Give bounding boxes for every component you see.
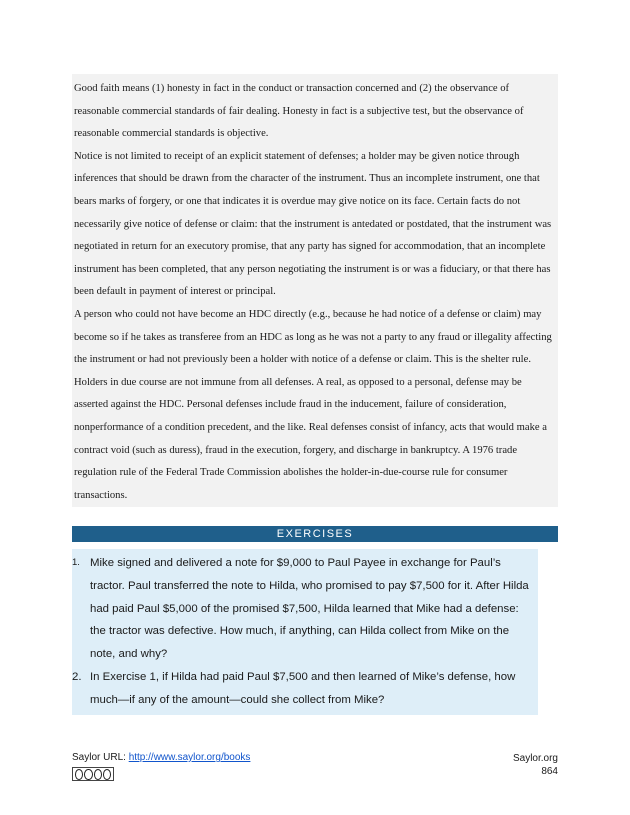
- sa-icon: [103, 769, 111, 780]
- footer-source: [72, 752, 250, 763]
- key-takeaways-box: [72, 74, 558, 507]
- page-number: 864: [541, 766, 558, 777]
- exercise-text: In Exercise 1, if Hilda had paid Paul $7,500 and then learned of Mike’s defense, how much—if any of the amount—could she collect from Mike?: [90, 670, 516, 706]
- footer-site: Saylor.org: [512, 753, 558, 764]
- footer-url-label: Saylor URL:: [72, 752, 129, 763]
- footer-page-info: [513, 752, 558, 778]
- takeaway-paragraph: Holders in due course are not immune from all defenses. A real, as opposed to a personal, defense may be asserted against the HDC. Personal defenses include fraud in the inducement, failure of consideration, nonperformance of a condition precedent, and the like. Real defenses consist of infancy, acts that would make a contract void (such as duress), fraud in the execution, forgery, and discharge in bankruptcy. A 1976 trade regulation rule of the Federal Trade Commission abolishes the holder-in-due-course rule for consumer transactions.: [74, 376, 547, 501]
- exercises-heading: EXERCISES: [72, 526, 558, 542]
- exercise-number: 1.: [72, 557, 80, 568]
- exercise-number: 2.: [72, 670, 82, 683]
- nc-icon: [94, 769, 102, 780]
- takeaway-paragraph: A person who could not have become an HDC directly (e.g., because he had notice of a defense or claim) may become so if he takes as transferee from an HDC as long as he was not a party to any fraud or illegality affecting the instrument or had not previously been a holder with notice of a defense or claim. This is the shelter rule.: [74, 308, 552, 366]
- exercise-item: [72, 552, 538, 666]
- creative-commons-license-icon: [72, 767, 114, 781]
- exercise-item: [72, 666, 538, 712]
- takeaway-paragraph: Good faith means (1) honesty in fact in the conduct or transaction concerned and (2) the observance of reasonable commercial standards of fair dealing. Honesty in fact is a subjective test, but the observance of reasonable commercial standards is objective.: [74, 83, 524, 140]
- exercises-list: [72, 549, 538, 715]
- saylor-books-link[interactable]: http://www.saylor.org/books: [128, 752, 251, 763]
- takeaway-paragraph: Notice is not limited to receipt of an explicit statement of defenses; a holder may be given notice through inferences that should be drawn from the character of the instrument. Thus an incomplete instrument, one that bears marks of forgery, or one that indicates it is overdue may give notice on its face. Certain facts do not necessarily give notice of defense or claim: that the instrument is antedated or postdated, that the instrument was negotiated in return for an executory promise, that any party has signed for accommodation, that an incomplete instrument has been completed, that any person negotiating the instrument is or was a fiduciary, or that there has been default in payment of interest or principal.: [74, 150, 552, 298]
- by-icon: [84, 769, 92, 780]
- exercise-text: Mike signed and delivered a note for $9,000 to Paul Payee in exchange for Paul’s tractor. Paul transferred the note to Hilda, who promised to pay $7,500 for it. After Hilda had paid Paul $5,000 of the promised $7,500, Hilda learned that Mike had a defense: the tractor was defective. How much, if anything, can Hilda collect from Mike on the note, and why?: [90, 557, 529, 661]
- cc-icon: [75, 769, 83, 780]
